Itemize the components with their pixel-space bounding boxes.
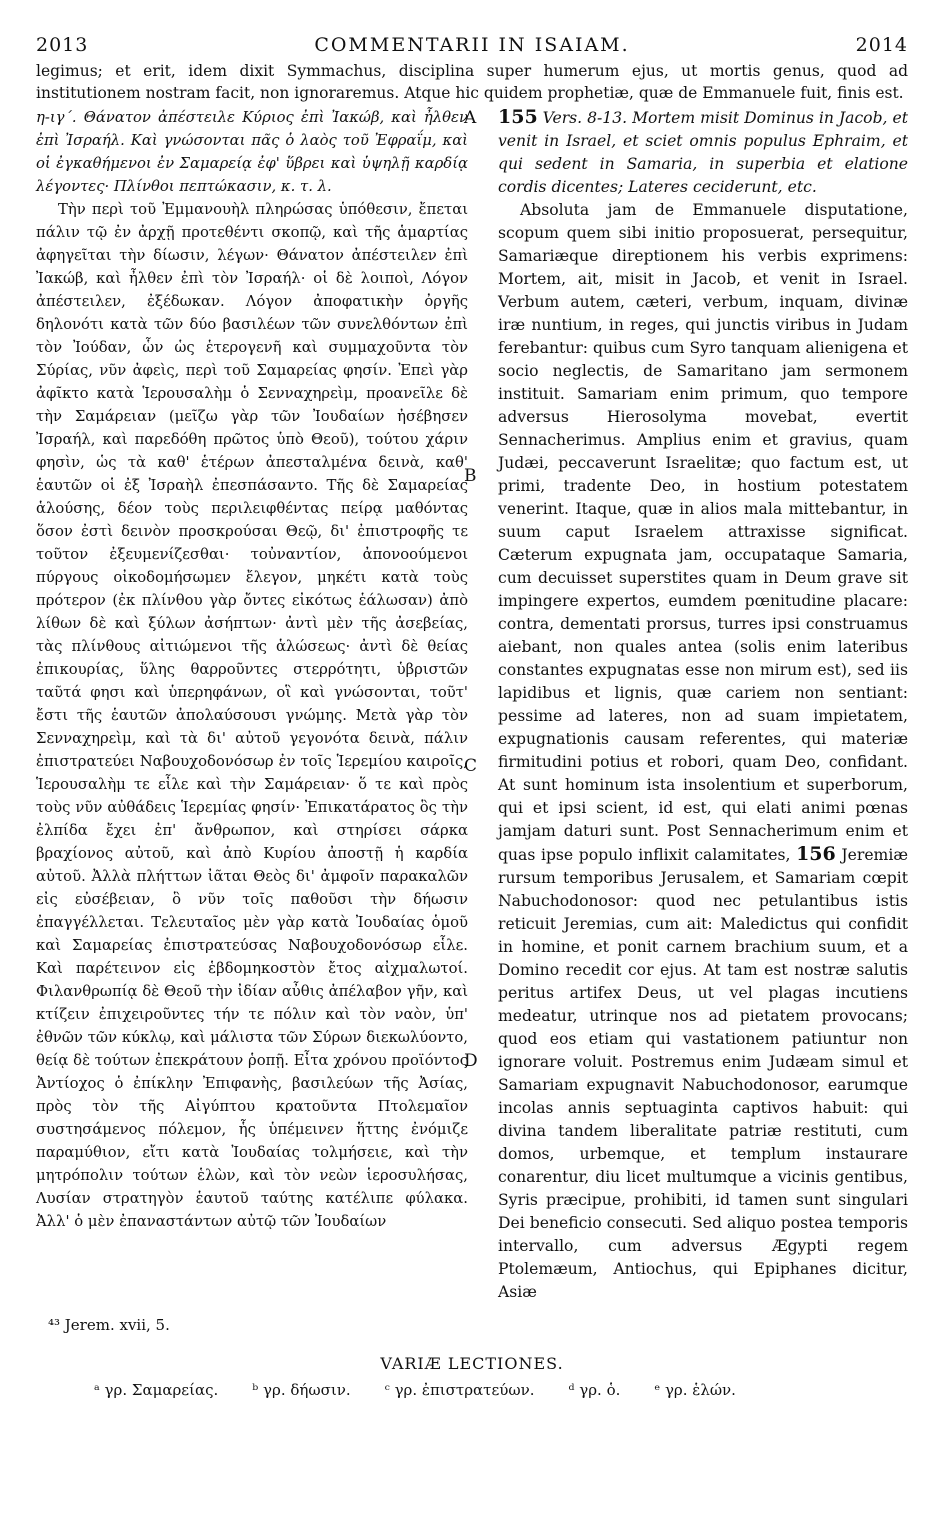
greek-column: [36, 106, 476, 1304]
varia-lectiones-list: [36, 1381, 908, 1399]
varia-item: ᵉ γρ. ἑλών.: [654, 1381, 736, 1399]
varia-item: ᵈ γρ. ὁ.: [568, 1381, 621, 1399]
margin-letter-c: C: [464, 756, 478, 776]
varia-item: ᶜ γρ. ἐπιστρατεύων.: [384, 1381, 535, 1399]
margin-letter-b: B: [464, 466, 477, 486]
two-column-body: [36, 106, 908, 1304]
page-number-right: 2014: [855, 34, 908, 56]
margin-letter-d: D: [464, 1051, 478, 1071]
column-number-155: 155: [498, 106, 538, 128]
latin-commentary-part-2: Jeremiæ rursum temporibus Jerusalem, et Samariam cœpit Nabuchodonosor: quod nec petulantibus istis reticuit Jeremias, cum ait: Maledictus qui confidit in homine, et ponit carnem brachium suum, et a Domino recedit cor ejus. At tam est nostræ salutis peritus artifex Deus, ut vel plagas incutiens medeatur, utrinque nos ad pietatem provocans; quod eos etiam qui vastationem patiuntur non ignorare voluit. Postremus enim Judæam simul et Samariam expugnavit Nabuchodonosor, earumque incolas annis septuaginta captivos habuit: qui divina tandem liberalitate patriæ restituti, cum domos, urbemque, et templum instaurare conarentur, diu licet multumque a vicinis gentibus, Syris præcipue, prohibiti, id tamen sunt singulari Dei beneficio consecuti. Sed aliquo postea temporis intervallo, cum adversus Ægypti regem Ptolemæum, Antiochus, qui Epiphanes dicitur, Asiæ: [498, 846, 908, 1301]
page-number-left: 2013: [36, 34, 89, 56]
running-title: COMMENTARII IN ISAIAM.: [314, 34, 630, 56]
latin-lemma-text: Vers. 8-13. Mortem misit Dominus in Jacob, et venit in Israel, et sciet omnis populus Ephraim, et qui sedent in Samaria, in superbia et elatione cordis dicentes; Lateres ceciderunt, etc.: [498, 109, 908, 196]
column-number-156: 156: [796, 843, 836, 865]
greek-lemma: η-ιγ΄. Θάνατον ἀπέστειλε Κύριος ἐπὶ Ἰακώβ, καὶ ἦλθεν ἐπὶ Ἰσραήλ. Καὶ γνώσονται πᾶς ὁ λαὸς τοῦ Ἐφραΐμ, καὶ οἱ ἐγκαθήμενοι ἐν Σαμαρείᾳ ἐφ' ὕβρει καὶ ὑψηλῇ καρδίᾳ λέγοντες· Πλίνθοι πεπτώκασιν, κ. τ. λ.: [36, 109, 468, 195]
latin-column: [476, 106, 908, 1304]
latin-commentary-part-1: Absoluta jam de Emmanuele disputatione, scopum quem sibi initio proposuerat, persequitur, Samariæque direptionem his verbis exprimens: Mortem, ait, misit in Jacob, et venit in Israel. Verbum autem, cæteri, verbum, inquam, divinæ iræ nuntium, in reges, qui junctis viribus in Judam ferebantur: quibus cum Syro tanquam alienigena et socio neglectis, de Samaritano jam sermonem instituit. Samariam enim primum, quo tempore adversus Hierosolyma movebat, evertit Sennacherimus. Amplius enim et gravius, quam Judæi, peccaverunt Israelitæ; quo factum est, ut primi, tradente Deo, in hostium potestatem venerint. Itaque, quæ in alios mala mittebantur, in suum caput Israelem attraxisse significat. Cæterum expugnata jam, occupataque Samaria, cum decuisset superstites quam in Deum grave sit impingere expertos, eumdem pœnitudine placare: contra, dementati prorsus, turres ipsi construamus aiebant, non quales antea (solis enim lateribus constantes expugnatas esse non mirum est), sed iis lapidibus et lignis, quæ cariem non sentiant: pessime ad lateres, non ad suam impietatem, expugnationis causam referentes, qui materiæ firmitudini potius et robori, quam Deo, confidant. At sunt hominum ista insolentium et superborum, qui et ipsi scient, id est, qui elati animi pœnas jamjam daturi sunt. Post Sennacherimum enim et quas ipse populo inflixit calamitates,: [498, 201, 908, 864]
greek-commentary: Τὴν περὶ τοῦ Ἐμμανουὴλ πληρώσας ὑπόθεσιν, ἔπεται πάλιν τῷ ἐν ἀρχῇ προτεθέντι σκοπῷ, καὶ τῆς ἁμαρτίας ἀφηγεῖται τὴν δίωσιν, λέγων· Θάνατον ἀπέστειλεν ἐπὶ Ἰακώβ, καὶ ἦλθεν ἐπὶ τὸν Ἰσραήλ· οἱ δὲ λοιποὶ, Λόγον ἀπέστειλεν, ἐξέδωκαν. Λόγον ἀποφατικὴν ὀργῆς δηλονότι κατὰ τῶν δύο βασιλέων τῶν συνελθόντων ἐπὶ τὸν Ἰούδαν, ὧν ὡς ἑτερογενῆ καὶ συμμαχοῦντα τὸν Σύρίας, νῦν ἀφεὶς, περὶ τοῦ Σαμαρείας φησίν. Ἐπεὶ γὰρ ἀφῖκτο κατὰ Ἱερουσαλὴμ ὁ Σενναχηρεὶμ, προανεῖλε δὲ τὴν Σαμάρειαν (μεῖζω γὰρ τῶν Ἰουδαίων ἠσέβησεν Ἰσραήλ, καὶ παρεδόθη πρῶτος ὑπὸ Θεοῦ), τούτου χάριν φησὶν, ὡς τὰ καθ' ἑτέρων ἀπεσταλμένα δεινὰ, καθ' ἑαυτῶν οἱ ἐξ Ἰσραὴλ ἐπεσπάσαντο. Τῆς δὲ Σαμαρείας ἁλούσης, δέον τοὺς περιλειφθέντας πείρᾳ μαθόντας ὅσον ἐστὶ δεινὸν προσκρούσαι Θεῷ, δι' ἐπιστροφῆς τε τοῦτον ἐξευμενίζεσθαι· τοὐναντίον, ἀπονοούμενοι πύργους οἰκοδομήσωμεν ἔλεγον, μηκέτι κατὰ τοὺς πρότερον (ἐκ πλίνθου γὰρ ὄντες εἰκότως ἑάλωσαν) ἀπὸ λίθων δὲ καὶ ξύλων ἀσήπτων· ἀντὶ μὲν τῆς ἀσεβείας, τὰς πλίνθους αἰτιώμενοι τῆς ἁλώσεως· ἀντὶ δὲ θείας ἐπικουρίας, ὕλης θαρροῦντες στερρότητι, ὑβριστῶν ταῦτά φησι καὶ ὑπερηφάνων, οἳ καὶ γνώσονται, τοῦτ' ἔστι τῆς ἑαυτῶν ἀπολαύσουσι γνώμης. Μετὰ γὰρ τὸν Σενναχηρεὶμ, καὶ τὰ δι' αὐτοῦ γεγονότα δεινὰ, πάλιν ἐπιστρατεύει Ναβουχοδονόσωρ ἐν τοῖς Ἱερεμίου καιροῖς, Ἱερουσαλὴμ τε εἷλε καὶ τὴν Σαμάρειαν· ὅ τε καὶ πρὸς τοὺς νῦν αὐθάδεις Ἱερεμίας φησίν· Ἐπικατάρατος ὃς τὴν ἐλπίδα ἔχει ἐπ' ἄνθρωπον, καὶ στηρίσει σάρκα βραχίονος αὐτοῦ, καὶ ἀπὸ Κυρίου ἀποστῇ ἡ καρδία αὐτοῦ. Ἀλλὰ πλήττων ἰᾶται Θεὸς δι' ἀμφοῖν παρακαλῶν εἰς εὐσέβειαν, ὃ νῦν τοῖς παθοῦσι τὴν δήωσιν ἐπαγγέλλεται. Τελευταῖος μὲν γὰρ κατὰ Ἰουδαίας ὁμοῦ καὶ Σαμαρείας ἐπιστρατεύσας Ναβουχοδονόσωρ εἷλε. Καὶ παρέτεινον εἰς ἑβδομηκοστὸν ἔτος αἰχμαλωτοί. Φιλανθρωπίᾳ δὲ Θεοῦ τὴν ἰδίαν αὖθις ἀπέλαβον γῆν, καὶ κτίζειν ἐπιχειροῦντες τήν τε πόλιν καὶ τὸν ναὸν, ὑπ' ἐθνῶν τῶν κύκλῳ, καὶ μάλιστα τῶν Σύρων διεκωλύοντο, θείᾳ δὲ τούτων ἐπεκράτουν ῥοπῇ. Εἶτα χρόνου προϊόντος Ἀντίοχος ὁ ἐπίκλην Ἐπιφανὴς, βασιλεύων τῆς Ἀσίας, πρὸς τὸν τῆς Αἰγύπτου κρατοῦντα Πτολεμαῖον συστησάμενος πόλεμον, ἧς ὑπέμεινεν ἥττης ἐνόμιζε παραμύθιον, εἴτι κατὰ Ἰουδαίας τολμήσειε, καὶ τὴν μητρόπολιν τούτων ἑλὼν, καὶ τὸν νεὼν ἱεροσυλήσας, Λυσίαν στρατηγὸν ἑαυτοῦ ταύτης κατέλιπε φύλακα. Ἀλλ' ὁ μὲν ἐπαναστάντων αὐτῷ τῶν Ἰουδαίων: [36, 201, 468, 1230]
intro-paragraph: legimus; et erit, idem dixit Symmachus, disciplina super humerum ejus, ut mortis genus, quod ad institutionem nostram facit, non ignoraremus. Atque hic quidem prophetiæ, quæ de Emmanuele fuit, finis est.: [36, 62, 908, 102]
footnote: ⁴³ Jerem. xvii, 5.: [48, 1316, 170, 1334]
varia-item: ᵇ γρ. δήωσιν.: [252, 1381, 351, 1399]
margin-letter-a: A: [464, 108, 477, 128]
latin-lemma: [498, 106, 908, 199]
latin-commentary: [498, 199, 908, 1304]
varia-lectiones-title: VARIÆ LECTIONES.: [380, 1354, 564, 1373]
running-head: [36, 34, 908, 60]
varia-item: ᵃ γρ. Σαμαρείας.: [94, 1381, 219, 1399]
